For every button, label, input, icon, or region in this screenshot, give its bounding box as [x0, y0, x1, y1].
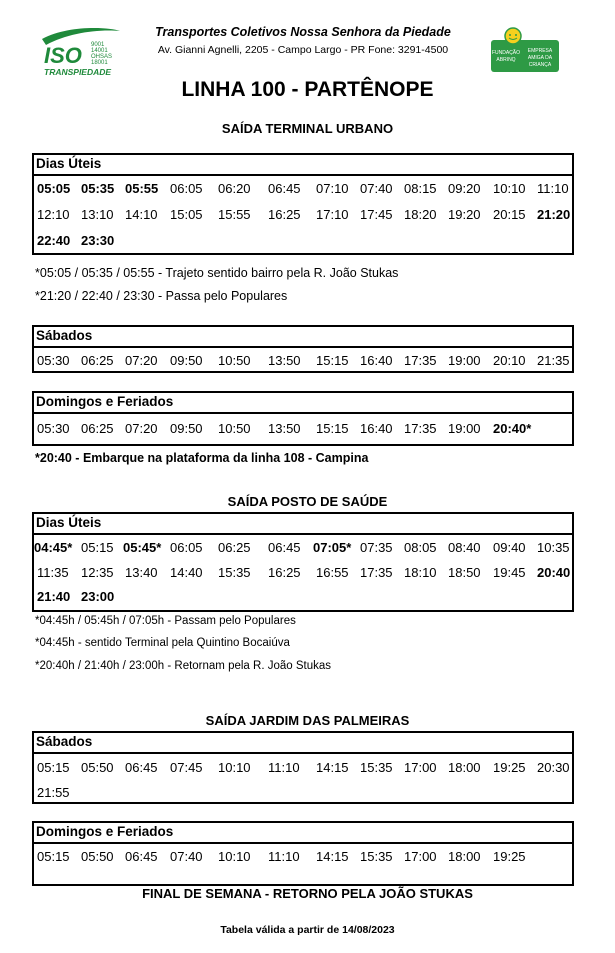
- time-row: [34, 228, 572, 254]
- svg-text:18001: 18001: [91, 60, 108, 66]
- table-header: Domingos e Feriados: [34, 393, 572, 414]
- departure-time: 07:05*: [313, 540, 352, 555]
- svg-text:OHSAS: OHSAS: [91, 54, 113, 60]
- departure-time: 14:10: [125, 207, 158, 222]
- departure-time: 15:15: [316, 353, 349, 368]
- footnote: *21:20 / 22:40 / 23:30 - Passa pelo Populares: [35, 289, 288, 303]
- departure-time: 22:40: [37, 233, 71, 248]
- departure-time: 06:45: [125, 849, 158, 864]
- departure-time: 17:00: [404, 849, 437, 864]
- departure-time: 11:35: [37, 565, 69, 580]
- table-header: Sábados: [34, 327, 572, 348]
- section-title-jardim: SAÍDA JARDIM DAS PALMEIRAS: [205, 713, 410, 728]
- departure-time: 10:35: [537, 540, 570, 555]
- company-name: Transportes Coletivos Nossa Senhora da Piedade: [155, 25, 451, 39]
- departure-time: 06:25: [218, 540, 251, 555]
- departure-time: 05:05: [37, 181, 71, 196]
- departure-time: 07:20: [125, 353, 158, 368]
- departure-time: 15:15: [316, 421, 349, 436]
- departure-time: 21:40: [37, 589, 71, 604]
- departure-time: 05:30: [37, 421, 70, 436]
- departure-time: 07:35: [360, 540, 393, 555]
- departure-time: 23:00: [81, 589, 115, 604]
- svg-text:ABRINQ: ABRINQ: [496, 57, 516, 63]
- departure-time: 14:40: [170, 565, 203, 580]
- departure-time: 07:10: [316, 181, 349, 196]
- departure-time: 21:20: [537, 207, 571, 222]
- jardim-saturday-table: [32, 731, 574, 804]
- time-row: [34, 844, 572, 870]
- departure-time: 05:50: [81, 849, 114, 864]
- departure-time: 06:45: [268, 181, 301, 196]
- footnote: *05:05 / 05:35 / 05:55 - Trajeto sentido bairro pela R. João Stukas: [35, 266, 399, 280]
- svg-text:9001: 9001: [91, 42, 105, 48]
- terminal-sunday-table: [32, 391, 574, 446]
- svg-text:FUNDAÇÃO: FUNDAÇÃO: [491, 50, 521, 56]
- departure-time: 06:25: [81, 353, 114, 368]
- departure-time: 18:10: [404, 565, 437, 580]
- departure-time: 05:35: [81, 181, 115, 196]
- svg-text:CRIANÇA: CRIANÇA: [528, 62, 552, 68]
- departure-time: 05:30: [37, 353, 70, 368]
- departure-time: 05:15: [37, 849, 70, 864]
- departure-time: 13:40: [125, 565, 158, 580]
- table-header: Sábados: [34, 733, 572, 754]
- departure-time: 19:00: [448, 421, 481, 436]
- departure-time: 06:05: [170, 181, 203, 196]
- departure-time: 09:40: [493, 540, 526, 555]
- table-header: Dias Úteis: [34, 155, 572, 176]
- time-row: [34, 202, 572, 228]
- footnote: *20:40 - Embarque na plataforma da linha 108 - Campina: [35, 451, 369, 465]
- departure-time: 07:40: [360, 181, 393, 196]
- departure-time: 19:20: [448, 207, 481, 222]
- departure-time: 18:00: [448, 760, 481, 775]
- departure-time: 16:25: [268, 207, 301, 222]
- departure-time: 06:45: [268, 540, 301, 555]
- time-row: [34, 754, 572, 782]
- departure-time: 17:35: [404, 353, 437, 368]
- posto-weekdays-table: [32, 512, 574, 612]
- departure-time: 08:40: [448, 540, 481, 555]
- departure-time: 06:45: [125, 760, 158, 775]
- departure-time: 17:35: [404, 421, 437, 436]
- footnote: *20:40h / 21:40h / 23:00h - Retornam pela R. João Stukas: [35, 660, 331, 672]
- svg-text:AMIGA DA: AMIGA DA: [527, 55, 553, 61]
- section-title-terminal: SAÍDA TERMINAL URBANO: [221, 121, 394, 136]
- departure-time: 16:40: [360, 353, 393, 368]
- departure-time: 18:00: [448, 849, 481, 864]
- departure-time: 17:00: [404, 760, 437, 775]
- departure-time: 19:25: [493, 849, 526, 864]
- departure-time: 07:20: [125, 421, 158, 436]
- departure-time: 10:10: [218, 849, 251, 864]
- fundacao-abrinq-logo: [490, 26, 560, 74]
- departure-time: 16:55: [316, 565, 349, 580]
- departure-time: 15:05: [170, 207, 203, 222]
- terminal-weekdays-table: [32, 153, 574, 255]
- departure-time: 09:50: [170, 421, 203, 436]
- time-row: [34, 414, 572, 444]
- departure-time: 17:35: [360, 565, 393, 580]
- departure-time: 05:55: [125, 181, 159, 196]
- departure-time: 20:15: [493, 207, 526, 222]
- departure-time: 20:30: [537, 760, 570, 775]
- departure-time: 15:35: [360, 760, 393, 775]
- departure-time: 14:15: [316, 849, 349, 864]
- departure-time: 18:50: [448, 565, 481, 580]
- departure-time: 12:10: [37, 207, 70, 222]
- departure-time: 21:55: [37, 785, 70, 800]
- section-title-posto: SAÍDA POSTO DE SAÚDE: [227, 494, 388, 509]
- validity-date: Tabela válida a partir de 14/08/2023: [220, 924, 395, 936]
- departure-time: 10:10: [218, 760, 251, 775]
- terminal-saturday-table: [32, 325, 574, 373]
- departure-time: 11:10: [268, 849, 300, 864]
- departure-time: 13:50: [268, 421, 301, 436]
- svg-text:TRANSPIEDADE: TRANSPIEDADE: [44, 67, 112, 77]
- time-row: [34, 176, 572, 202]
- time-row: [34, 561, 572, 585]
- departure-time: 07:45: [170, 760, 203, 775]
- svg-text:ISO: ISO: [44, 43, 82, 68]
- departure-time: 05:15: [81, 540, 114, 555]
- departure-time: 05:50: [81, 760, 114, 775]
- departure-time: 08:15: [404, 181, 437, 196]
- svg-text:EMPRESA: EMPRESA: [527, 48, 553, 54]
- departure-time: 13:10: [81, 207, 114, 222]
- departure-time: 04:45*: [34, 540, 73, 555]
- departure-time: 10:50: [218, 353, 251, 368]
- departure-time: 15:35: [360, 849, 393, 864]
- footnote: *04:45h / 05:45h / 07:05h - Passam pelo Populares: [35, 615, 296, 627]
- company-address: Av. Gianni Agnelli, 2205 - Campo Largo - PR Fone: 3291-4500: [157, 44, 449, 56]
- departure-time: 11:10: [537, 181, 569, 196]
- departure-time: 17:10: [316, 207, 349, 222]
- departure-time: 05:15: [37, 760, 70, 775]
- footnote: *04:45h - sentido Terminal pela Quintino Bocaiúva: [35, 637, 290, 649]
- departure-time: 19:25: [493, 760, 526, 775]
- departure-time: 08:05: [404, 540, 437, 555]
- departure-time: 15:55: [218, 207, 251, 222]
- weekend-note: FINAL DE SEMANA - RETORNO PELA JOÃO STUKAS: [142, 886, 473, 901]
- departure-time: 15:35: [218, 565, 251, 580]
- departure-time: 07:40: [170, 849, 203, 864]
- departure-time: 16:25: [268, 565, 301, 580]
- departure-time: 17:45: [360, 207, 393, 222]
- line-title: LINHA 100 - PARTÊNOPE: [181, 78, 434, 101]
- table-header: Domingos e Feriados: [34, 823, 572, 844]
- departure-time: 16:40: [360, 421, 393, 436]
- departure-time: 06:25: [81, 421, 114, 436]
- departure-time: 09:50: [170, 353, 203, 368]
- time-row: [34, 348, 572, 374]
- departure-time: 10:10: [493, 181, 526, 196]
- departure-time: 19:00: [448, 353, 481, 368]
- departure-time: 18:20: [404, 207, 437, 222]
- time-row: [34, 585, 572, 609]
- table-header: Dias Úteis: [34, 514, 572, 535]
- departure-time: 20:10: [493, 353, 526, 368]
- departure-time: 23:30: [81, 233, 115, 248]
- departure-time: 05:45*: [123, 540, 162, 555]
- jardim-sunday-table: [32, 821, 574, 886]
- time-row: [34, 535, 572, 561]
- departure-time: 21:35: [537, 353, 570, 368]
- departure-time: 09:20: [448, 181, 481, 196]
- iso-logo: [38, 25, 122, 79]
- departure-time: 06:20: [218, 181, 251, 196]
- svg-text:14001: 14001: [91, 48, 108, 54]
- departure-time: 20:40: [537, 565, 571, 580]
- departure-time: 12:35: [81, 565, 114, 580]
- departure-time: 13:50: [268, 353, 301, 368]
- departure-time: 20:40*: [493, 421, 532, 436]
- departure-time: 06:05: [170, 540, 203, 555]
- departure-time: 19:45: [493, 565, 526, 580]
- departure-time: 14:15: [316, 760, 349, 775]
- time-row: [34, 782, 572, 804]
- departure-time: 11:10: [268, 760, 300, 775]
- departure-time: 10:50: [218, 421, 251, 436]
